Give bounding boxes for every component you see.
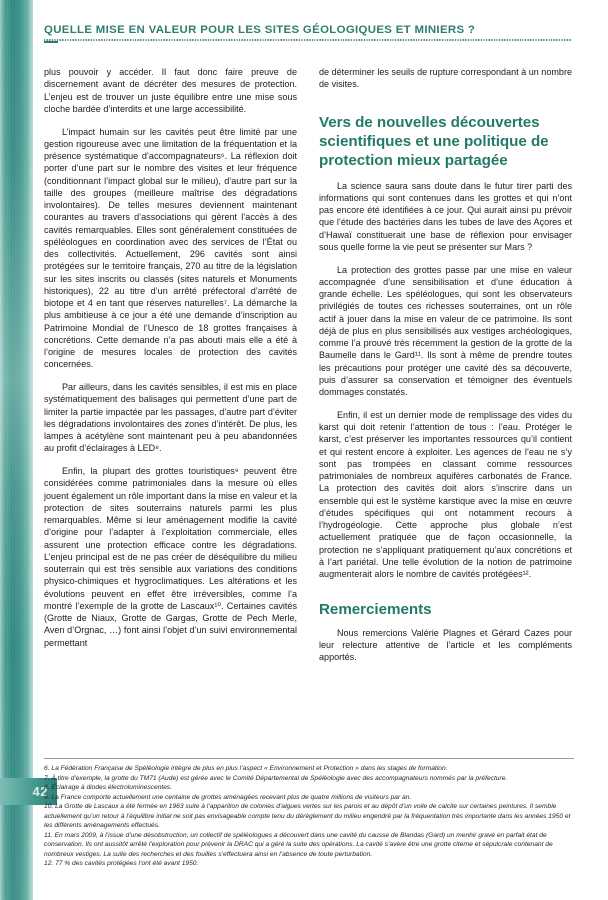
running-head-rule <box>44 39 572 41</box>
running-head-rule-accent <box>44 41 58 43</box>
footnote-item: 10. La Grotte de Lascaux a été fermée en 1963 suite à l’apparition de colonies d’algues vertes sur les parois et au dépôt d’un voile de calcite sur certaines peintures. Il semble actuellement qu’un retour à l’équilibre initial ne soit pas envisageable compte tenu du dérèglement du milieu engendré par la fréquentation très importante dans les années 1950 et les différents aménagements effectués. <box>44 803 571 830</box>
paragraph: de déterminer les seuils de rupture correspondant à un nombre de visites. <box>319 67 572 90</box>
footnotes-separator-rule <box>44 758 574 759</box>
footnote-item: 12. 77 % des cavités protégées l’ont été avant 1950. <box>44 860 199 868</box>
footnote-item: 6. La Fédération Française de Spéléologie intègre de plus en plus l’aspect « Environnement et Protection » dans les stages de formation. <box>44 765 448 772</box>
paragraph: Par ailleurs, dans les cavités sensibles, il est mis en place systématiquement des balisages qui permettent d’une part de limiter la partie impactée par les passages, d’autre part d’éviter les dégradations involontaires des zones d’intérêt. De plus, les lampes à acétylène sont maintenant peu à peu abandonnées au profit d’éclairages à LED⁸. <box>44 382 297 454</box>
right-column <box>319 66 572 746</box>
paragraph: Enfin, la plupart des grottes touristiques⁹ peuvent être considérées comme patrimoniales dans la mesure où elles jouent également un rôle important dans la mise en valeur et la protection de sites souterrains naturels parmi les plus remarquables. Même si leur aménagement modifie la cavité d’origine pour l’adapter à l’exploitation commerciale, elles assurent une protection efficace contre les dégradations. L’enjeu principal est de ne pas créer de déséquilibre du milieu souterrain qui est très sensible aux variations des conditions physico-chimiques et hygroclimatiques. Les altérations et les évolutions peuvent en effet être irréversibles, comme l’a montré l’exemple de la grotte de Lascaux¹⁰. Certaines cavités (Grotte de Niaux, Grotte de Gargas, Grotte de Pech Merle, Aven d’Orgnac, …) font ainsi l’objet d’un suivi environnemental permettant <box>44 466 297 648</box>
paragraph: La science saura sans doute dans le futur tirer parti des informations qui sont contenues dans les grottes et qui n’ont pas encore été identifiées à ce jour. Qui aurait ainsi pu prévoir que l’étude des bactéries dans les tubes de lave des Açores et d’Hawaï constituerait une base de réflexion pour envisager sous quelle forme la vie peut se présenter sur Mars ? <box>319 180 572 252</box>
paragraph: L’impact humain sur les cavités peut être limité par une gestion rigoureuse avec une limitation de la fréquentation et la présence systématique d’accompagnateurs⁶. La réflexion doit porter d’une part sur le nombre des visites et leur fréquence (conditionnant l’impact global sur le milieu), d’autre part sur la taille des groupes (meilleure maîtrise des dégradations involontaires). De telles mesures deviennent maintenant courantes au travers d’associations qui gèrent l’accès à des cavités remarquables. Elles sont généralement constituées de spéléologues en coordination avec des services de l’État ou des collectivités. Actuellement, 296 cavités sont ainsi protégées sur le territoire français, 270 au titre de la législation sur les sites inscrits ou classés (sites naturels et Monuments historiques), 22 au titre d’un arrêté préfectoral d’arrêté de biotope et 4 en tant que réserves naturelles⁷. La démarche la plus ambitieuse à ce jour a été une demande d’inscription au Patrimoine Mondial de l’Unesco de 18 grottes françaises à concrétions. Cette demande n’a pas abouti mais elle a été à l’origine de mesures locales de protection des cavités concernées. <box>44 126 297 370</box>
section-heading: Vers de nouvelles découvertes scientifiques et une politique de protection mieux partagée <box>319 113 549 170</box>
left-column <box>44 66 297 746</box>
paragraph: La protection des grottes passe par une mise en valeur accompagnée d’une sensibilisation et d’une éducation à grande échelle. Les spéléologues, qui sont les observateurs privilégiés de toutes ces richesses souterraines, ont un rôle actif à jouer dans la mise en valeur de ce patrimoine. Ils sont déjà de plus en plus sensibilisés aux vestiges archéologiques, comme l’a prouvé très récemment la gestion de la grotte de la Baumelle dans le Gard¹¹. Ils sont à même de prendre toutes les précautions pour protéger une cavité dès sa découverte, puis d’assurer sa conservation et témoigner des éventuels dommages constatés. <box>319 264 572 398</box>
footnote-item: 8. Éclairage à diodes électroluminescentes. <box>44 784 173 792</box>
acknowledgements-heading: Remerciements <box>319 601 432 619</box>
paragraph: plus pouvoir y accéder. Il faut donc faire preuve de discernement avant de décréter des mesures de protection. L’enjeu est de trouver un juste équilibre entre une mise sous cloche bardée d’interdits et une large accessibilité. <box>44 67 297 114</box>
body-columns <box>44 66 572 746</box>
left-margin-decorative-strip <box>0 0 33 900</box>
left-margin-strip-texture <box>0 0 33 900</box>
footnotes-block <box>44 758 574 869</box>
paragraph: Enfin, il est un dernier mode de remplissage des vides du karst qui doit retenir l’attention de tous : l’eau. Protéger le karst, c’est préserver les importantes ressources qu’il contient et qui restent encore à exploiter. Les agences de l’eau ne s’y sont pas trompées en classant comme ressources patrimoniales de nombreux aquifères carbonatés de France. La protection des cavités doit alors s’inscrire dans un ensemble qui est le système karstique avec la mise en œuvre d’études spécifiques qui ont notamment recours à l’hydrogéologie. Cette approche plus globale n’est actuellement pratiquée que de façon occasionnelle, la protection ne s’appliquant pratiquement qu’aux concrétions et à l’art pariétal. Une telle évolution de la notion de patrimoine augmenterait alors le nombre de cavités protégées¹². <box>319 409 572 580</box>
acknowledgements-text: Nous remercions Valérie Plagnes et Gérard Cazes pour leur relecture attentive de l’article et les compléments apportés. <box>319 627 572 663</box>
footnote-item: 9. La France comporte actuellement une centaine de grottes aménagées recevant plus de quatre millions de visiteurs par an. <box>44 793 412 801</box>
running-head <box>44 24 572 41</box>
running-head-title: QUELLE MISE EN VALEUR POUR LES SITES GÉOLOGIQUES ET MINIERS ? <box>44 24 476 36</box>
page-number-label: 42 <box>32 784 48 799</box>
footnote-item: 7. À titre d’exemple, la grotte du TM71 (Aude) est gérée avec le Comité Départemental de Spéléologie avec des accompagnateurs nommés par la préfecture. <box>44 774 508 782</box>
footnote-item: 11. En mars 2009, à l’issue d’une désobstruction, un collectif de spéléologues a découvert dans une cavité du causse de Blandas (Gard) un menhir gravé en parfait état de conservation. Ils ont aussitôt arrêté l’exploration pour prévenir la DRAC qui a géré la suite des opérations. La cavité s’avère être une grotte citerne et sépulcrale contenant de nombreux vestiges. La suite des recherches et des fouilles s’effectuera ainsi en l’absence de toute perturbation. <box>44 831 553 858</box>
